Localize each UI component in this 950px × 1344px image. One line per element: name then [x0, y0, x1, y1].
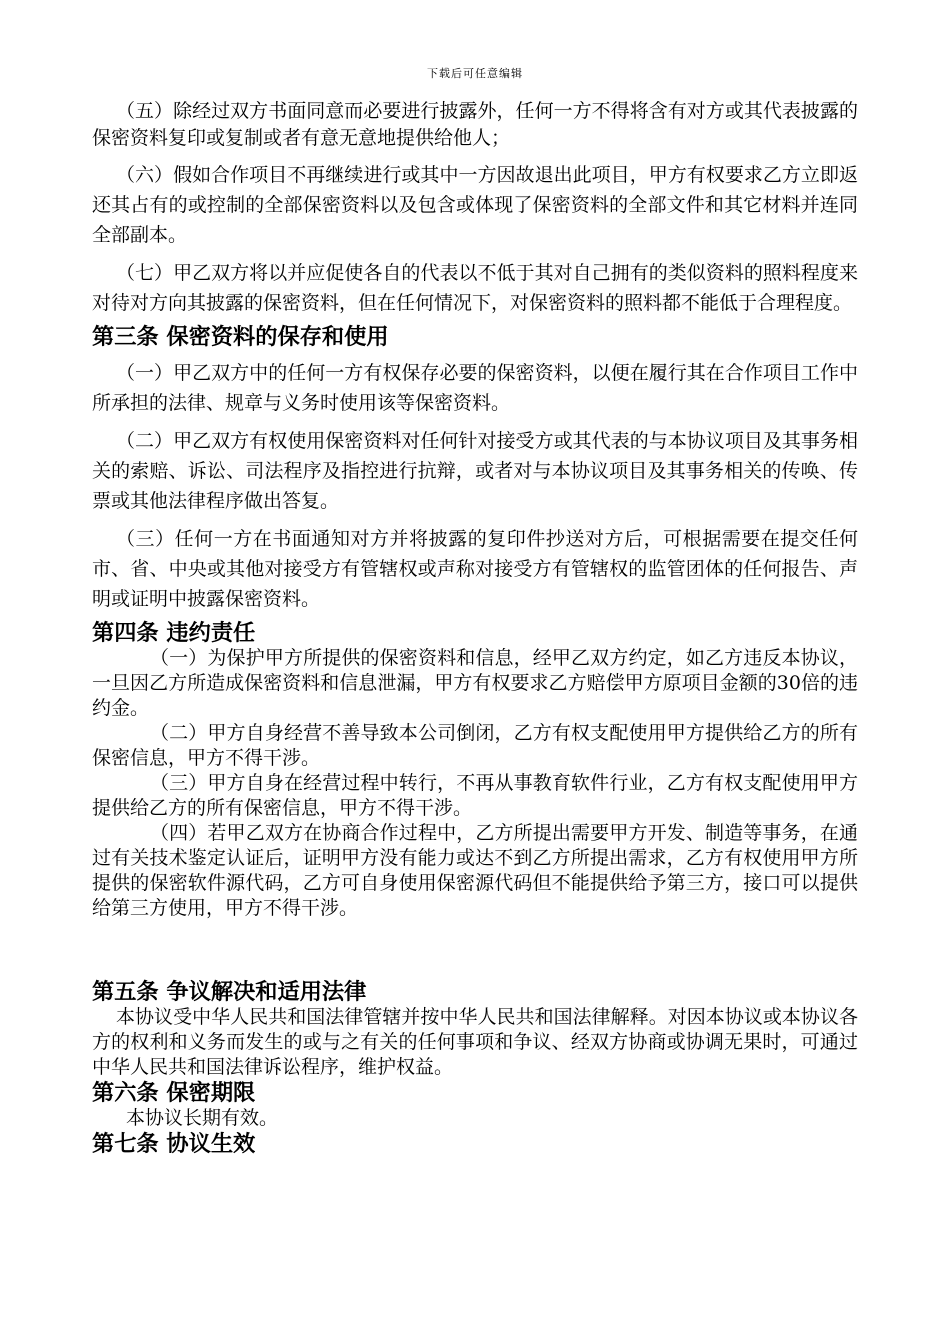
article-3-item-1: （一）甲乙双方中的任何一方有权保存必要的保密资料，以便在履行其在合作项目工作中所承担的法律、规章与义务时使用该等保密资料。 [92, 362, 858, 414]
article-4-item-2: （二）甲方自身经营不善导致本公司倒闭，乙方有权支配使用甲方提供给乙方的所有保密信息，甲方不得干涉。 [92, 722, 858, 769]
clause-5: （五）除经过双方书面同意而必要进行披露外，任何一方不得将含有对方或其代表披露的保密资料复印或复制或者有意无意地提供给他人； [92, 100, 858, 149]
page-header-note: 下载后可任意编辑 [427, 67, 523, 80]
article-3-item-3: （三）任何一方在书面通知对方并将披露的复印件抄送对方后，可根据需要在提交任何市、省、中央或其他对接受方有管辖权或声称对接受方有管辖权的监管团体的任何报告、声明或证明中披露保密资料。 [92, 528, 858, 610]
article-4-item-3: （三）甲方自身在经营过程中转行，不再从事教育软件行业，乙方有权支配使用甲方提供给乙方的所有保密信息，甲方不得干涉。 [92, 772, 858, 819]
article-6-title: 第六条 保密期限 [92, 1080, 256, 1106]
article-3-title: 第三条 保密资料的保存和使用 [92, 324, 389, 350]
article-7-title: 第七条 协议生效 [92, 1131, 256, 1157]
article-5-body: 本协议受中华人民共和国法律管辖并按中华人民共和国法律解释。对因本协议或本协议各方的权利和义务而发生的或与之有关的任何事项和争议、经双方协商或协调无果时，可通过中华人民共和国法律诉讼程序，维护权益。 [92, 1006, 858, 1078]
document-body [92, 98, 858, 1157]
clause-6: （六）假如合作项目不再继续进行或其中一方因故退出此项目，甲方有权要求乙方立即返还其占有的或控制的全部保密资料以及包含或体现了保密资料的全部文件和其它材料并连同全部副本。 [92, 164, 858, 246]
article-4-item-1: （一）为保护甲方所提供的保密资料和信息，经甲乙双方约定，如乙方违反本协议，一旦因乙方所造成保密资料和信息泄漏，甲方有权要求乙方赔偿甲方原项目金额的30倍的违约金。 [92, 647, 858, 719]
article-6-body: 本协议长期有效。 [126, 1107, 279, 1129]
article-4-title: 第四条 违约责任 [92, 620, 256, 646]
clause-7: （七）甲乙双方将以并应促使各自的代表以不低于其对自己拥有的类似资料的照料程度来对待对方向其披露的保密资料，但在任何情况下，对保密资料的照料都不能低于合理程度。 [92, 262, 858, 314]
article-3-item-2: （二）甲乙双方有权使用保密资料对任何针对接受方或其代表的与本协议项目及其事务相关的索赔、诉讼、司法程序及指控进行抗辩，或者对与本协议项目及其事务相关的传唤、传票或其他法律程序做出答复。 [92, 430, 858, 512]
article-5-title: 第五条 争议解决和适用法律 [92, 979, 367, 1005]
article-4-item-4: （四）若甲乙双方在协商合作过程中，乙方所提出需要甲方开发、制造等事务，在通过有关技术鉴定认证后，证明甲方没有能力或达不到乙方所提出需求，乙方有权使用甲方所提供的保密软件源代码，乙方可自身使用保密源代码但不能提供给予第三方，接口可以提供给第三方使用，甲方不得干涉。 [92, 822, 858, 919]
